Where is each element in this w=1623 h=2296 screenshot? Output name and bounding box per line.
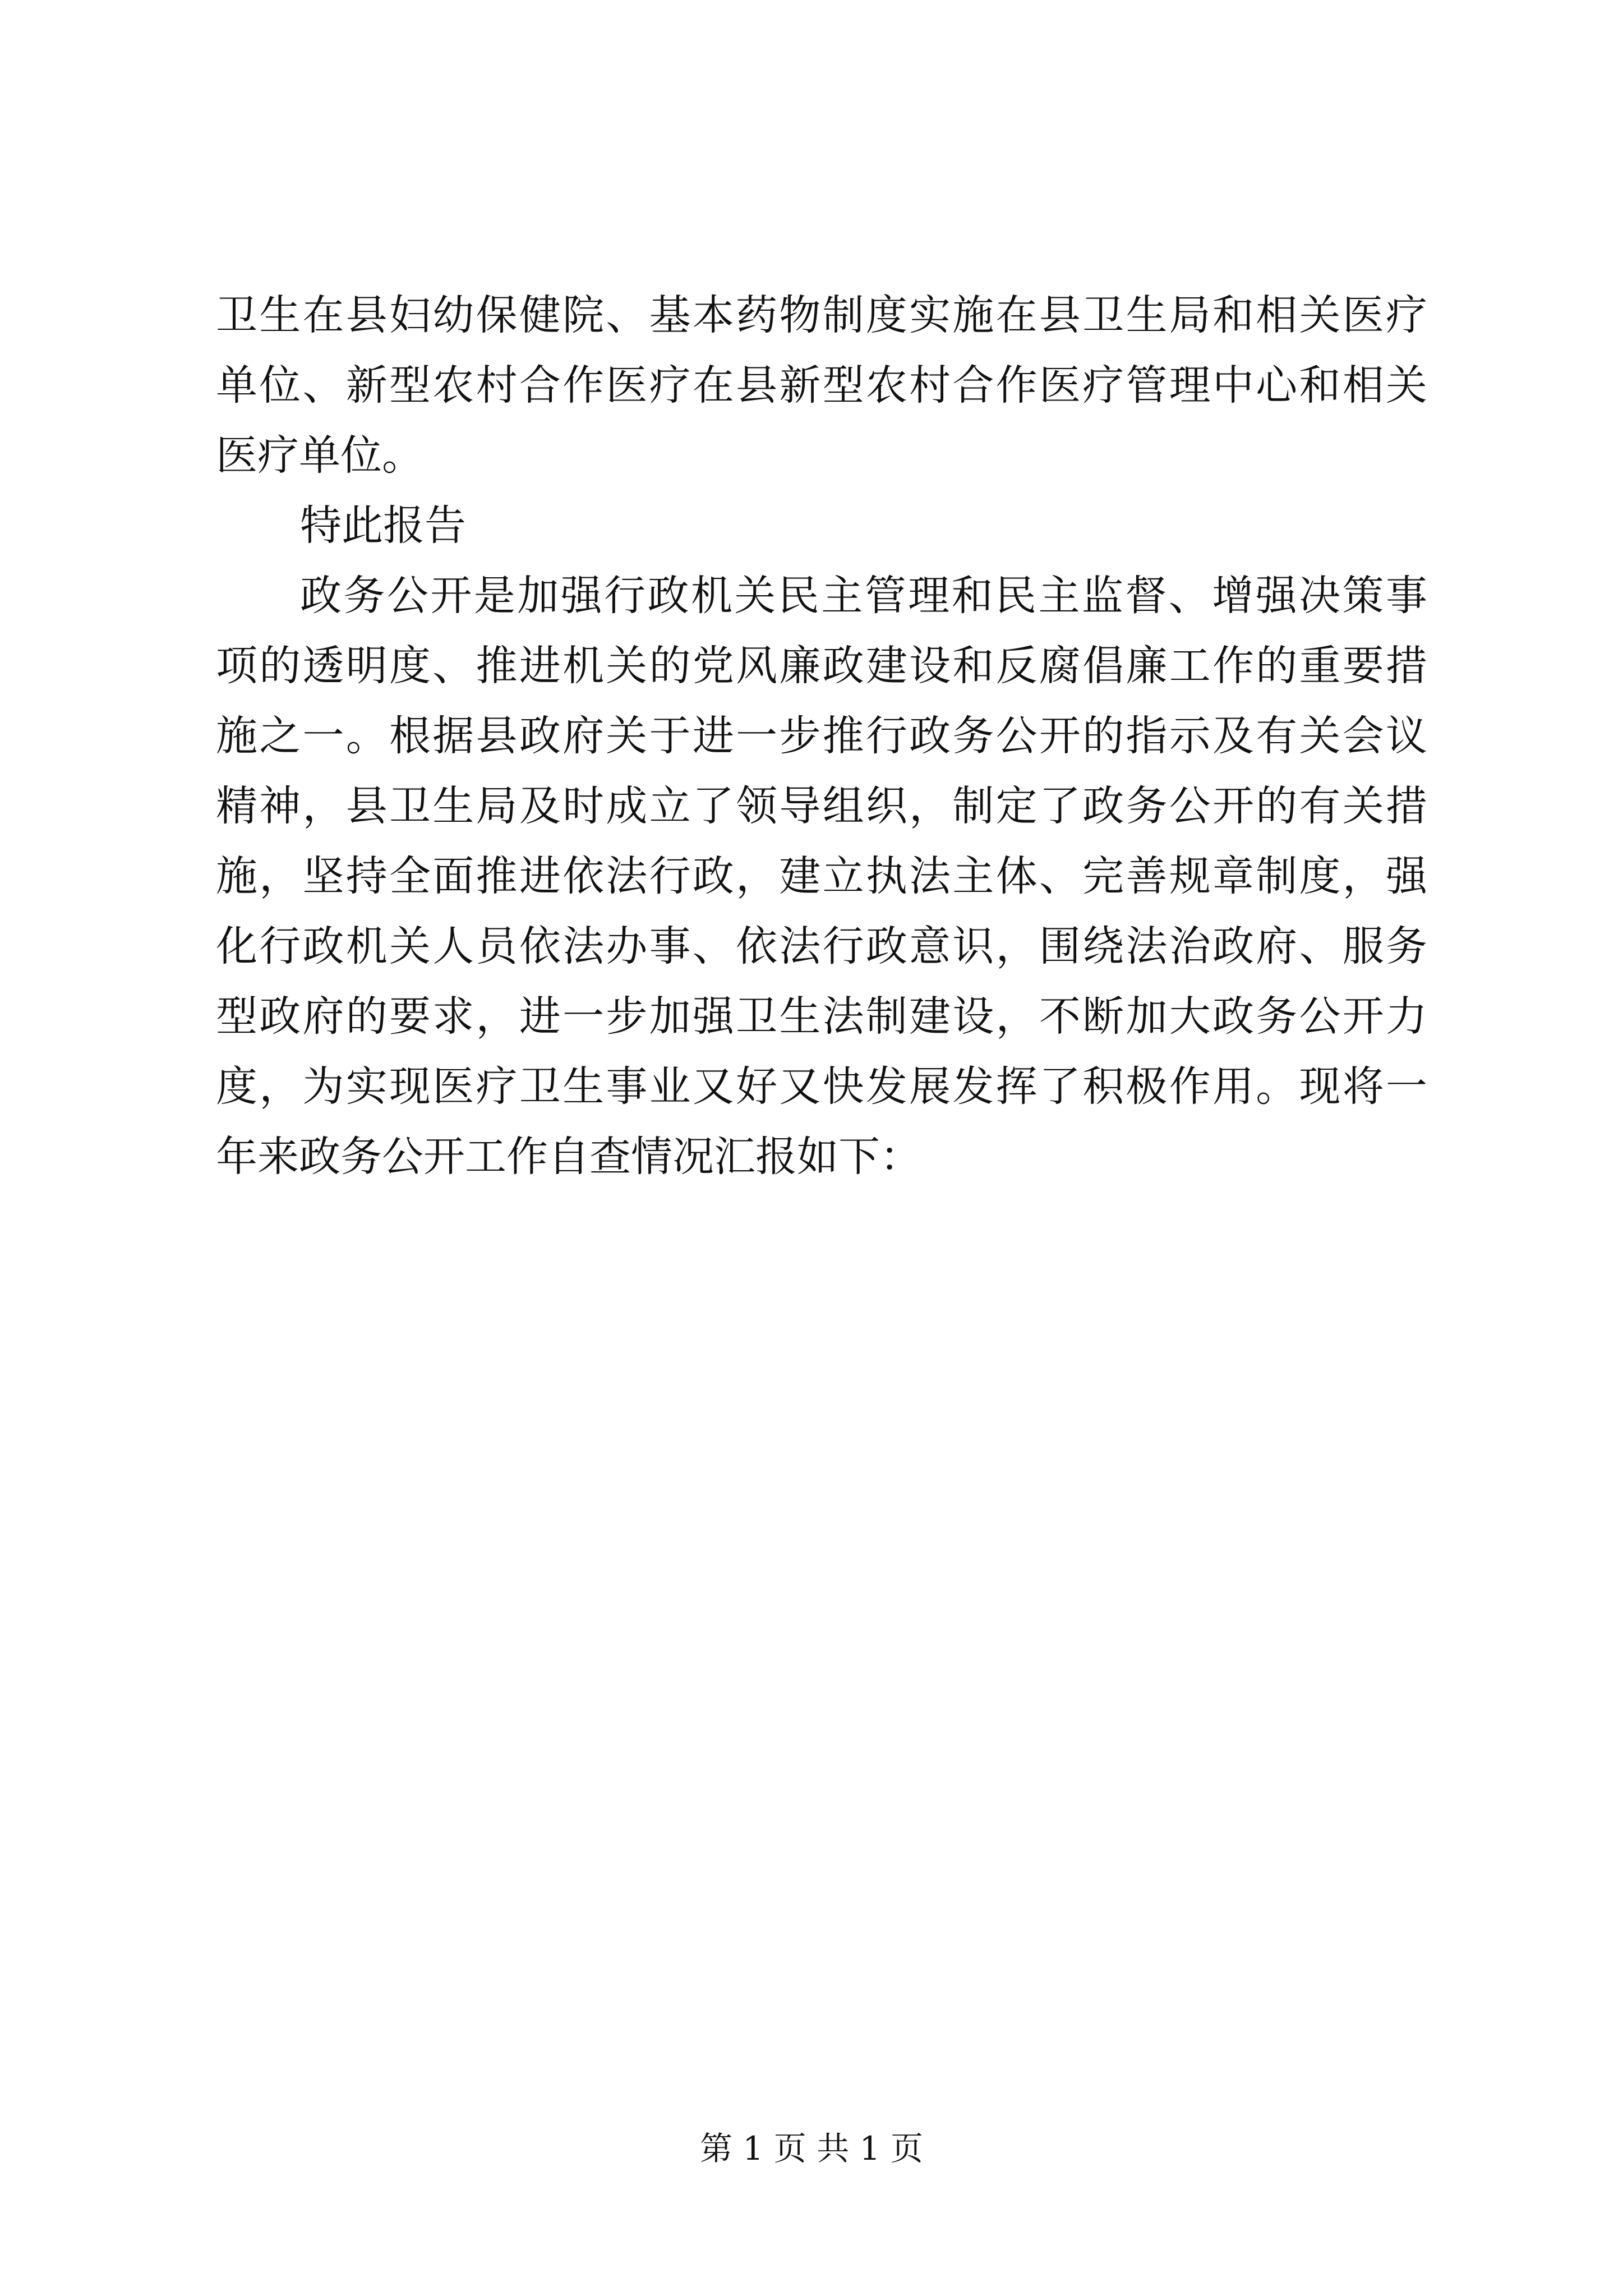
page-footer: 第 1 页 共 1 页	[700, 2129, 923, 2168]
text-line: 项的透明度、推进机关的党风廉政建设和反腐倡廉工作的重要措	[216, 642, 1427, 690]
text-line: 化行政机关人员依法办事、依法行政意识，围绕法治政府、服务	[216, 922, 1427, 970]
document-body	[216, 280, 1427, 1192]
text-line: 年来政务公开工作自查情况汇报如下：	[216, 1133, 921, 1181]
text-line: 医疗单位。	[216, 431, 423, 480]
text-line: 精神，县卫生局及时成立了领导组织，制定了政务公开的有关措	[216, 782, 1427, 830]
text-line: 型政府的要求，进一步加强卫生法制建设，不断加大政务公开力	[216, 992, 1427, 1041]
text-line: 施之一。根据县政府关于进一步推行政务公开的指示及有关会议	[216, 712, 1427, 760]
text-line: 卫生在县妇幼保健院、基本药物制度实施在县卫生局和相关医疗	[216, 291, 1427, 339]
text-line: 度，为实现医疗卫生事业又好又快发展发挥了积极作用。现将一	[216, 1062, 1427, 1111]
text-line: 单位、新型农村合作医疗在县新型农村合作医疗管理中心和相关	[216, 361, 1427, 409]
text-line: 政务公开是加强行政机关民主管理和民主监督、增强决策事	[300, 572, 1427, 620]
closing-phrase: 特此报告	[300, 501, 466, 550]
text-line: 施，坚持全面推进依法行政，建立执法主体、完善规章制度，强	[216, 852, 1427, 900]
